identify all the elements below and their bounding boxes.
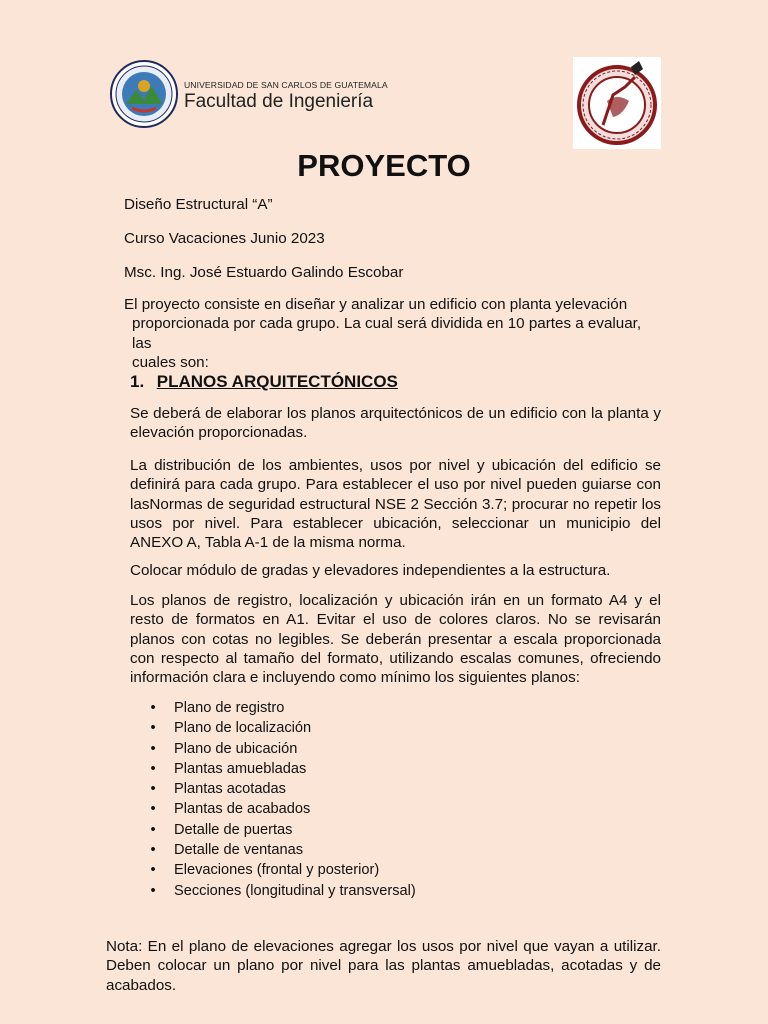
- bullet-icon: •: [150, 801, 156, 818]
- section-paragraph: Colocar módulo de gradas y elevadores independientes a la estructura.: [130, 562, 611, 579]
- section-paragraph: Los planos de registro, localización y ubicación irán en un formato A4 y el resto de formatos en A1. Evitar el uso de colores claros. No se revisarán planos con cotas no legibles. Se deberán presentar a escala proporcionada con respecto al tamaño del formato, utilizando escalas comunes, ofreciendo información clara e incluyendo como mínimo los siguientes planos:: [130, 592, 661, 687]
- intro-line: proporcionada por cada grupo. La cual será dividida en 10 partes a evaluar, las: [132, 315, 642, 352]
- list-item: [148, 698, 416, 718]
- list-item-text: Detalle de ventanas: [174, 842, 303, 859]
- list-item-text: Elevaciones (frontal y posterior): [174, 862, 380, 879]
- list-item-text: Plantas de acabados: [174, 801, 311, 818]
- intro-line: El proyecto consiste en diseñar y analizar un edificio con planta yelevación: [124, 296, 628, 313]
- note-paragraph: Nota: En el plano de elevaciones agregar los usos por nivel que vayan a utilizar. Deben colocar un plano por nivel para las plantas amuebladas, acotadas y de acabados.: [106, 938, 661, 994]
- section-paragraph: Se deberá de elaborar los planos arquitectónicos de un edificio con la planta y elevación proporcionadas.: [130, 405, 661, 442]
- section-number: 1.: [130, 372, 145, 391]
- bullet-icon: •: [150, 862, 156, 879]
- bullet-icon: •: [150, 821, 156, 838]
- bullet-icon: •: [150, 740, 156, 757]
- list-item-text: Plano de localización: [174, 720, 312, 737]
- bullet-icon: •: [150, 760, 156, 777]
- plans-list: [148, 698, 416, 901]
- instructor-name: Msc. Ing. José Estuardo Galindo Escobar: [124, 264, 404, 281]
- bullet-icon: •: [150, 700, 156, 716]
- bullet-icon: •: [150, 781, 156, 798]
- bullet-icon: •: [150, 882, 156, 899]
- section-title: PLANOS ARQUITECTÓNICOS: [156, 372, 398, 391]
- list-item-text: Plantas amuebladas: [174, 760, 307, 777]
- bullet-icon: •: [150, 720, 156, 737]
- list-item-text: Secciones (longitudinal y transversal): [174, 882, 416, 899]
- list-item: [148, 739, 416, 759]
- list-item-text: Plantas acotadas: [174, 781, 286, 798]
- list-item: [148, 779, 416, 799]
- engineering-faculty-seal-icon: [573, 57, 661, 149]
- document-header: [0, 0, 768, 160]
- list-item: [148, 881, 416, 901]
- section-paragraph: La distribución de los ambientes, usos por nivel y ubicación del edificio se definirá para cada grupo. Para establecer el uso por nivel pueden guiarse con lasNormas de seguridad estructural NSE 2 Sección 3.7; procurar no repetir los usos por nivel. Para establecer ubicación, seleccionar un municipio del ANEXO A, Tabla A-1 de la misma norma.: [130, 457, 661, 552]
- list-item-text: Plano de registro: [174, 700, 285, 716]
- intro-paragraph: [124, 295, 664, 372]
- section-heading: [130, 372, 398, 392]
- list-item: [148, 860, 416, 880]
- list-item-text: Detalle de puertas: [174, 821, 293, 838]
- bullet-icon: •: [150, 842, 156, 859]
- list-item: [148, 799, 416, 819]
- faculty-name: Facultad de Ingeniería: [184, 91, 374, 112]
- usac-seal-icon: [110, 60, 178, 128]
- university-name: UNIVERSIDAD DE SAN CARLOS DE GUATEMALA: [184, 80, 388, 90]
- course-name: Diseño Estructural “A”: [124, 196, 273, 213]
- list-item-text: Plano de ubicación: [174, 740, 298, 757]
- list-item: [148, 820, 416, 840]
- intro-line: cuales son:: [132, 353, 209, 371]
- document-title: PROYECTO: [297, 148, 471, 183]
- course-session: Curso Vacaciones Junio 2023: [124, 230, 325, 247]
- list-item: [148, 759, 416, 779]
- list-item: [148, 718, 416, 738]
- list-item: [148, 840, 416, 860]
